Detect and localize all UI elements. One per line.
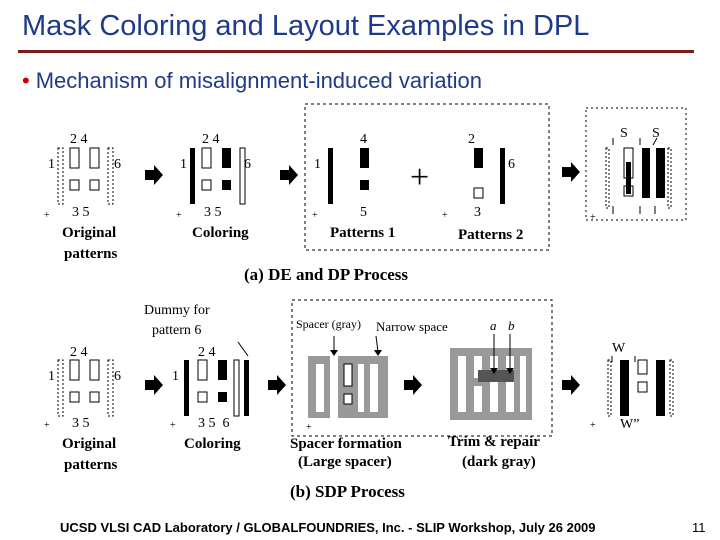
- de-orig-n6: 6: [114, 157, 121, 172]
- dummy-note-line2: pattern 6: [152, 323, 202, 338]
- sdp-original-pattern: [44, 345, 121, 473]
- bullet-text: Mechanism of misalignment-induced variation: [35, 68, 483, 93]
- svg-text:+: +: [306, 422, 312, 433]
- de-orig-caption1: Original: [62, 225, 117, 241]
- sdp-result-pattern: [590, 341, 673, 432]
- svg-text:+: +: [590, 420, 596, 431]
- spacer-caption2: (Large spacer): [298, 454, 392, 470]
- spacer-label: Spacer (gray): [296, 317, 361, 331]
- de-coloring-pattern: [176, 132, 251, 241]
- svg-text:+: +: [44, 420, 50, 431]
- patterns1: [312, 132, 395, 241]
- label-b: b: [508, 318, 515, 333]
- narrow-space-label: Narrow space: [376, 319, 448, 334]
- sdp-col-caption: Coloring: [184, 436, 241, 452]
- trim-caption1: Trim & repair: [448, 434, 540, 450]
- de-col-caption: Coloring: [192, 225, 249, 241]
- de-col-n1: 1: [180, 157, 187, 172]
- de-orig-n1: 1: [48, 157, 55, 172]
- sdp-col-n24: 2 4: [198, 345, 216, 360]
- de-col-n24: 2 4: [202, 132, 220, 147]
- s2-label: S: [652, 126, 660, 141]
- de-dp-process-label: (a) DE and DP Process: [244, 265, 409, 284]
- de-result-pattern: [586, 108, 686, 223]
- de-orig-n35: 3 5: [72, 205, 90, 220]
- p2-n2: 2: [468, 132, 475, 147]
- p1-n5: 5: [360, 205, 367, 220]
- label-a: a: [490, 318, 497, 333]
- bullet-dot-icon: •: [22, 68, 30, 93]
- sdp-orig-n24: 2 4: [70, 345, 88, 360]
- patterns2: [442, 132, 523, 243]
- arrow-icon: [404, 375, 422, 395]
- arrow-icon: [145, 375, 163, 395]
- p2-n3: 3: [474, 205, 481, 220]
- sdp-coloring-pattern: [170, 342, 249, 452]
- footer-text: UCSD VLSI CAD Laboratory / GLOBALFOUNDRIES, Inc. - SLIP Workshop, July 26 2009: [60, 520, 596, 535]
- arrow-icon: [562, 162, 580, 182]
- sdp-col-n356: 3 5 6: [198, 416, 230, 431]
- dummy-note-line1: Dummy for: [144, 303, 210, 318]
- svg-text:+: +: [590, 212, 596, 223]
- trim-repair: [450, 334, 532, 420]
- arrow-icon: [268, 375, 286, 395]
- svg-text:+: +: [170, 420, 176, 431]
- spacer-caption1: Spacer formation: [290, 436, 402, 452]
- svg-text:+: +: [176, 210, 182, 221]
- sdp-orig-n6: 6: [114, 369, 121, 384]
- sdp-col-n1: 1: [172, 369, 179, 384]
- p1-n4: 4: [360, 132, 367, 147]
- spacer-formation: [306, 336, 388, 433]
- page-number: 11: [692, 520, 706, 535]
- arrow-icon: [562, 375, 580, 395]
- sdp-orig-caption1: Original: [62, 436, 117, 452]
- s1-label: S: [620, 126, 628, 141]
- de-original-pattern: [44, 132, 121, 262]
- w2-label: W”: [620, 417, 640, 432]
- p2-n6: 6: [508, 157, 515, 172]
- p1-n1: 1: [314, 157, 321, 172]
- svg-text:+: +: [312, 210, 318, 221]
- plus-sign: +: [410, 159, 430, 196]
- sdp-orig-caption2: patterns: [64, 457, 118, 473]
- arrow-icon: [145, 165, 163, 185]
- svg-text:+: +: [44, 210, 50, 221]
- de-orig-n24: 2 4: [70, 132, 88, 147]
- de-col-n6: 6: [244, 157, 251, 172]
- de-col-n35: 3 5: [204, 205, 222, 220]
- sdp-process-label: (b) SDP Process: [290, 482, 405, 501]
- sdp-orig-n35: 3 5: [72, 416, 90, 431]
- arrow-icon: [280, 165, 298, 185]
- sdp-orig-n1: 1: [48, 369, 55, 384]
- p2-caption: Patterns 2: [458, 227, 524, 243]
- trim-caption2: (dark gray): [462, 454, 536, 470]
- slide-title: Mask Coloring and Layout Examples in DPL: [22, 10, 590, 42]
- w-label: W: [612, 341, 626, 356]
- p1-caption: Patterns 1: [330, 225, 396, 241]
- svg-text:+: +: [442, 210, 448, 221]
- de-orig-caption2: patterns: [64, 246, 118, 262]
